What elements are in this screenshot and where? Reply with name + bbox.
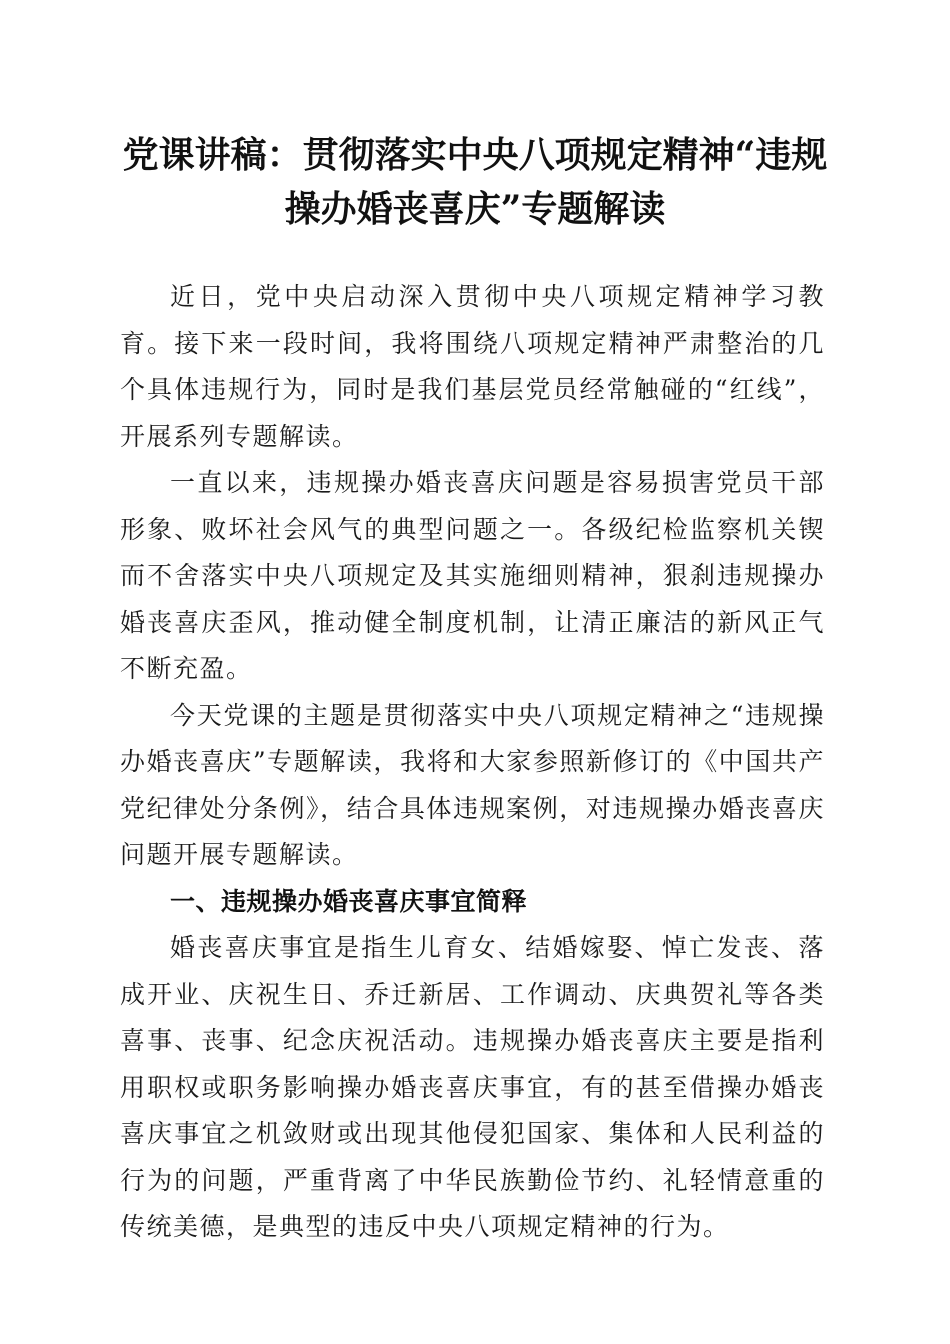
intro-paragraph-2: 一直以来，违规操办婚丧喜庆问题是容易损害党员干部形象、败坏社会风气的典型问题之一。各级纪检监察机关锲而不舍落实中央八项规定及其实施细则精神，狠刹违规操办婚丧喜庆歪风，推动健全制度机制，让清正廉洁的新风正气不断充盈。 — [120, 468, 825, 683]
intro-paragraph-1: 近日，党中央启动深入贯彻中央八项规定精神学习教育。接下来一段时间，我将围绕八项规定精神严肃整治的几个具体违规行为，同时是我们基层党员经常触碰的“红线”，开展系列专题解读。 — [120, 282, 825, 451]
document-body — [120, 274, 825, 1251]
title-line-2: 操办婚丧喜庆”专题解读 — [284, 188, 666, 230]
section-heading-1: 一、违规操办婚丧喜庆事宜简释 — [170, 886, 528, 916]
intro-paragraph-3: 今天党课的主题是贯彻落实中央八项规定精神之“违规操办婚丧喜庆”专题解读，我将和大家参照新修订的《中国共产党纪律处分条例》，结合具体违规案例，对违规操办婚丧喜庆问题开展专题解读。 — [120, 700, 825, 869]
title-line-1: 党课讲稿：贯彻落实中央八项规定精神“违规 — [122, 134, 828, 176]
section-1-paragraph: 婚丧喜庆事宜是指生儿育女、结婚嫁娶、悼亡发丧、落成开业、庆祝生日、乔迁新居、工作调动、庆典贺礼等各类喜事、丧事、纪念庆祝活动。违规操办婚丧喜庆主要是指利用职权或职务影响操办婚丧喜庆事宜，有的甚至借操办婚丧喜庆事宜之机敛财或出现其他侵犯国家、集体和人民利益的行为的问题，严重背离了中华民族勤俭节约、礼轻情意重的传统美德，是典型的违反中央八项规定精神的行为。 — [120, 933, 825, 1241]
document-title — [100, 128, 850, 236]
